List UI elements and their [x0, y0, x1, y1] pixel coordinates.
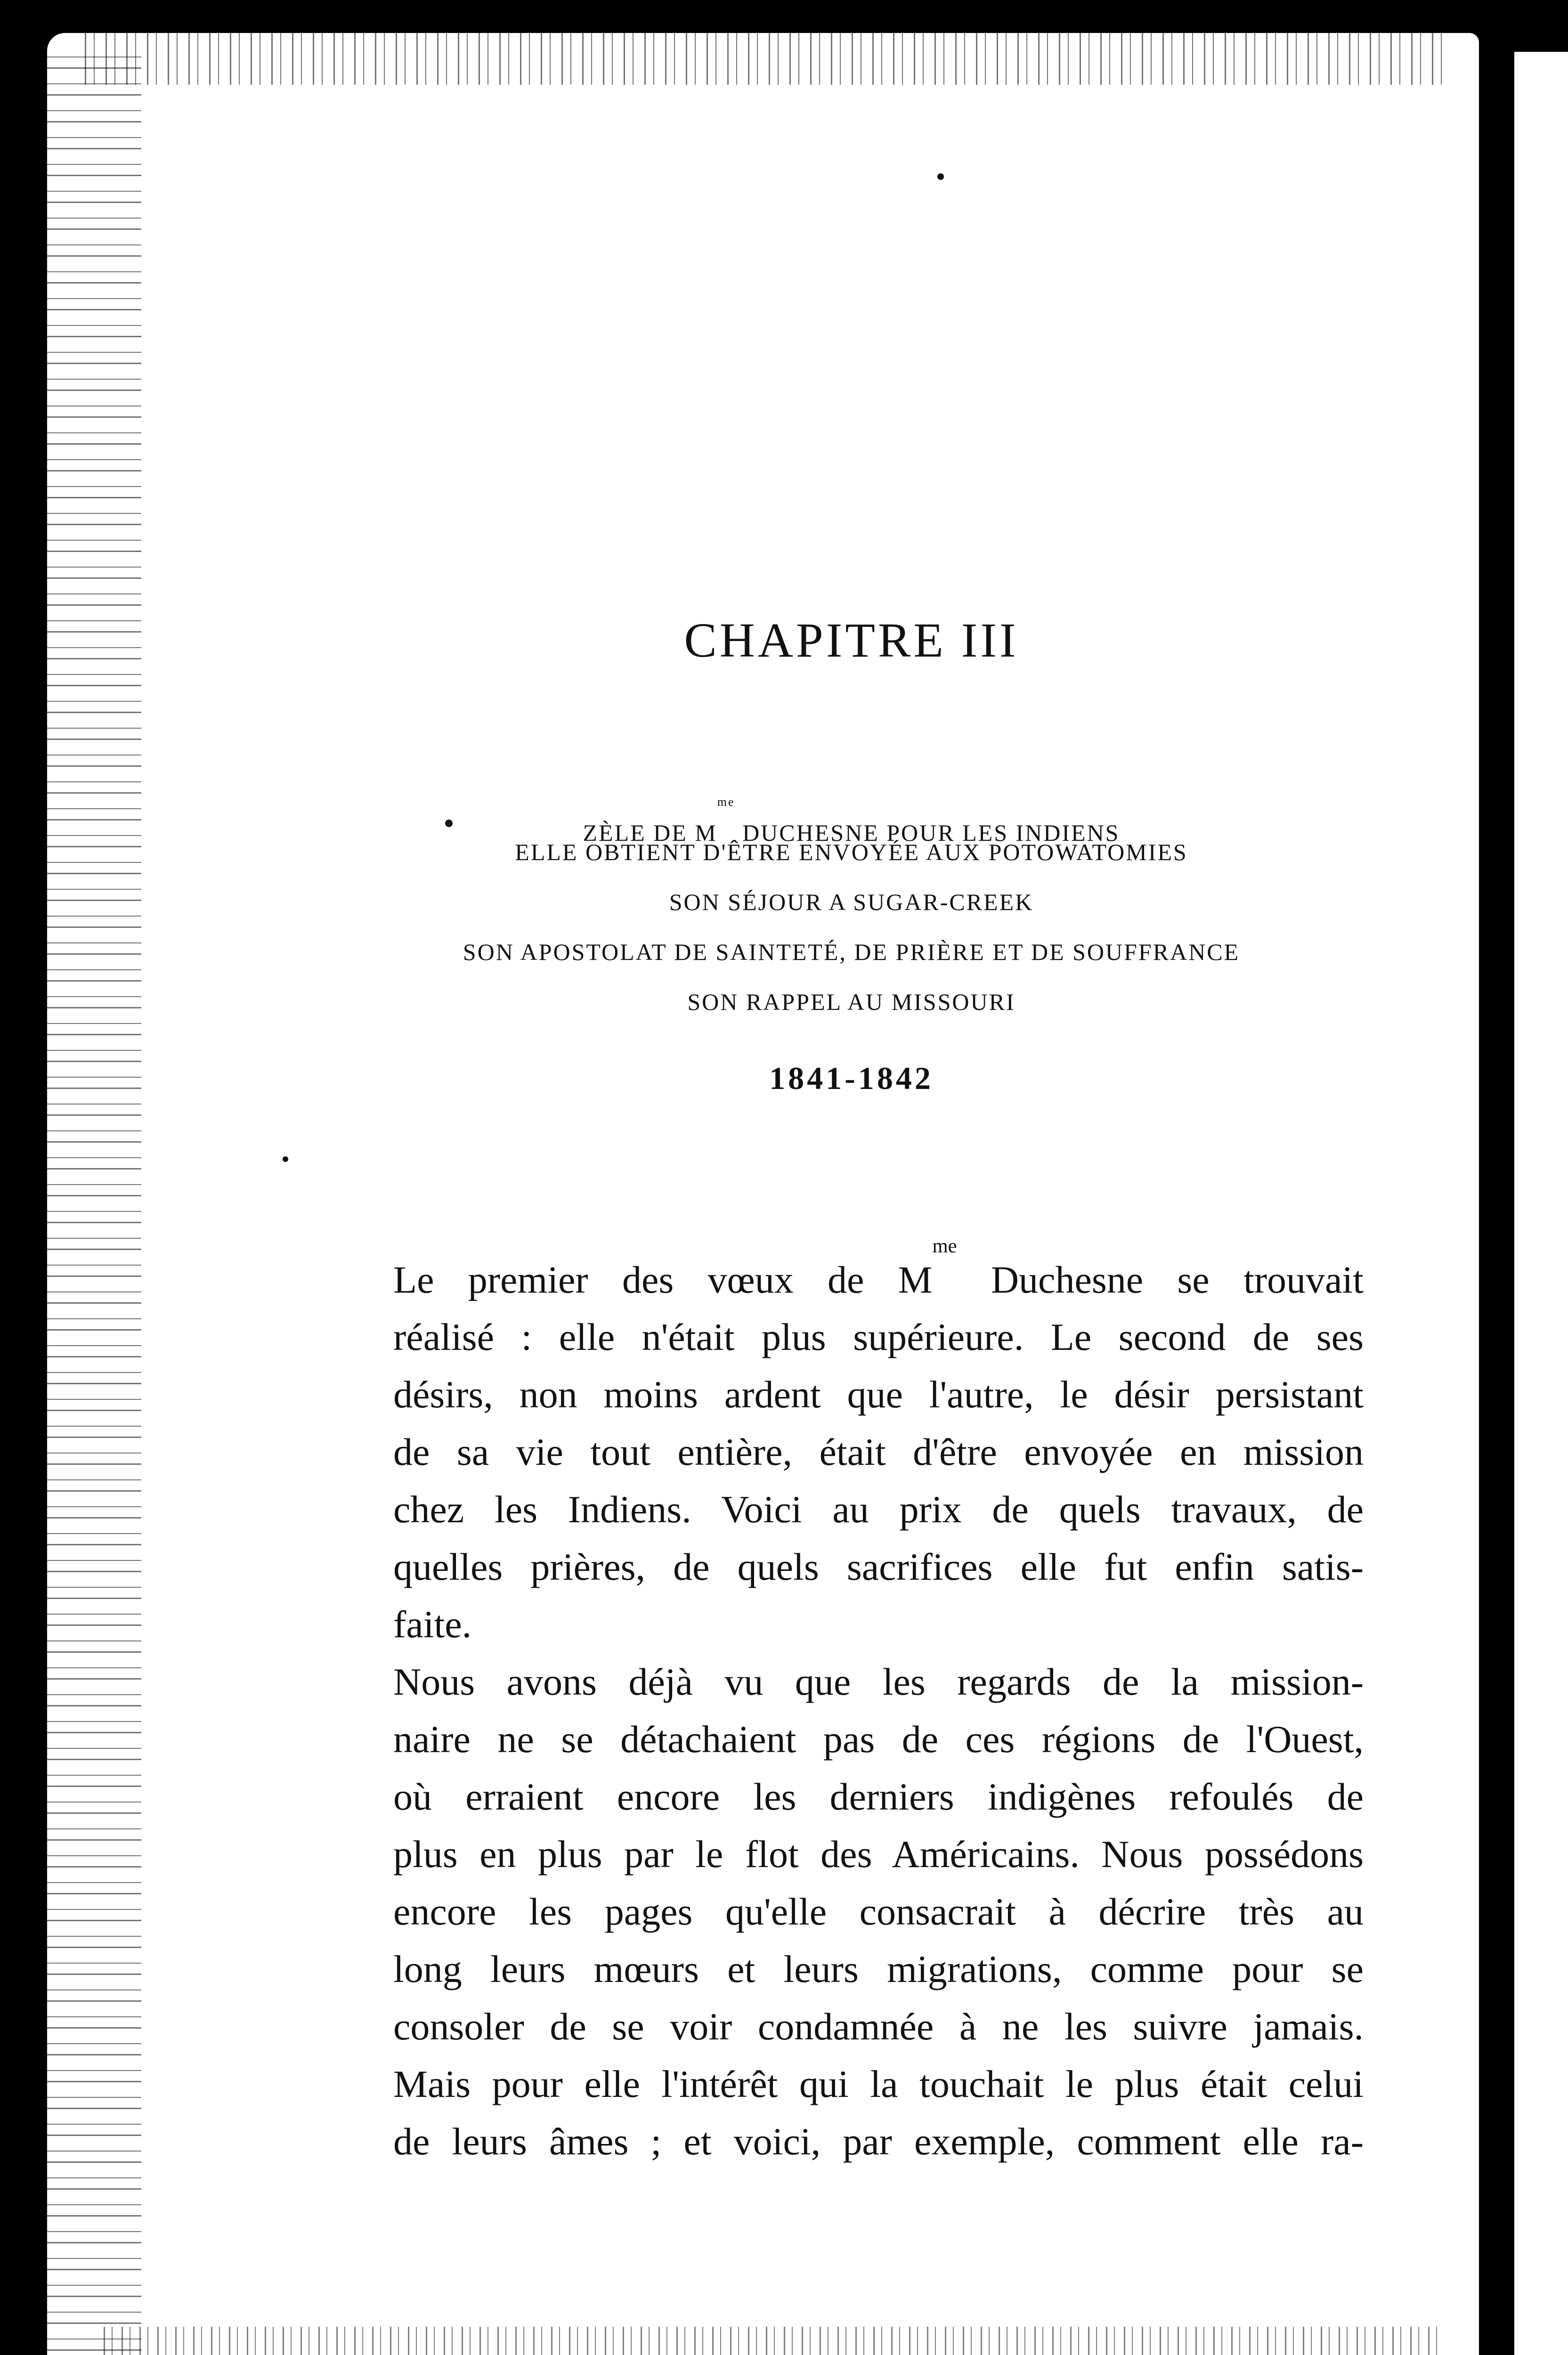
- speck-mark: [283, 1156, 288, 1162]
- text-line: de sa vie tout entière, était d'être envoyée en mission: [393, 1430, 1364, 1474]
- paragraph: [351, 1653, 1364, 2170]
- text-line: Nous avons déjà vu que les regards de la mission-: [393, 1660, 1364, 1704]
- text-line: de leurs âmes ; et voici, par exemple, comment elle ra-: [393, 2120, 1364, 2163]
- chapter-summary: [0, 777, 1568, 1027]
- scan-noise-bottom: [104, 2327, 1441, 2355]
- text-line: naire ne se détachaient pas de ces régions de l'Ouest,: [393, 1718, 1364, 1761]
- page-gutter: [1479, 52, 1514, 2355]
- chapter-years: 1841-1842: [769, 1060, 934, 1096]
- summary-line: ZÈLE DE $M^{me}$ DUCHESNE POUR LES INDIENS: [583, 795, 1120, 846]
- summary-line: SON RAPPEL AU MISSOURI: [687, 989, 1016, 1015]
- text-line: quelles prières, de quels sacrifices elle fut enfin satis-: [393, 1545, 1364, 1589]
- text-line: faite.: [393, 1603, 472, 1646]
- body-text: [351, 1218, 1364, 2170]
- text-line: chez les Indiens. Voici au prix de quels travaux, de: [393, 1488, 1364, 1531]
- text-line: où erraient encore les derniers indigènes refoulés de: [393, 1775, 1364, 1819]
- text-line: long leurs mœurs et leurs migrations, comme pour se: [393, 1948, 1364, 1991]
- text-line: encore les pages qu'elle consacrait à décrire très au: [393, 1890, 1364, 1933]
- text-line: Mais pour elle l'intérêt qui la touchait le plus était celui: [393, 2063, 1364, 2106]
- scan-noise-top: [85, 28, 1451, 85]
- adjacent-page-edge: [1514, 52, 1568, 2355]
- speck-mark: [937, 173, 944, 180]
- summary-line: SON APOSTOLAT DE SAINTETÉ, DE PRIÈRE ET DE SOUFFRANCE: [463, 939, 1240, 965]
- text-line: Le premier des vœux de $M^{me}$ Duchesne se trouvait: [393, 1235, 1364, 1301]
- chapter-title: CHAPITRE III: [684, 613, 1019, 667]
- summary-line: ELLE OBTIENT D'ÊTRE ENVOYÉE AUX POTOWATOMIES: [515, 839, 1188, 865]
- summary-line: SON SÉJOUR A SUGAR-CREEK: [669, 889, 1034, 915]
- text-line: consoler de se voir condamnée à ne les suivre jamais.: [393, 2005, 1364, 2048]
- scan-noise-left: [47, 57, 141, 2355]
- text-line: réalisé : elle n'était plus supérieure. Le second de ses: [393, 1316, 1364, 1359]
- text-line: désirs, non moins ardent que l'autre, le désir persistant: [393, 1373, 1364, 1416]
- text-line: plus en plus par le flot des Américains. Nous possédons: [393, 1833, 1364, 1876]
- paragraph: [351, 1218, 1364, 1653]
